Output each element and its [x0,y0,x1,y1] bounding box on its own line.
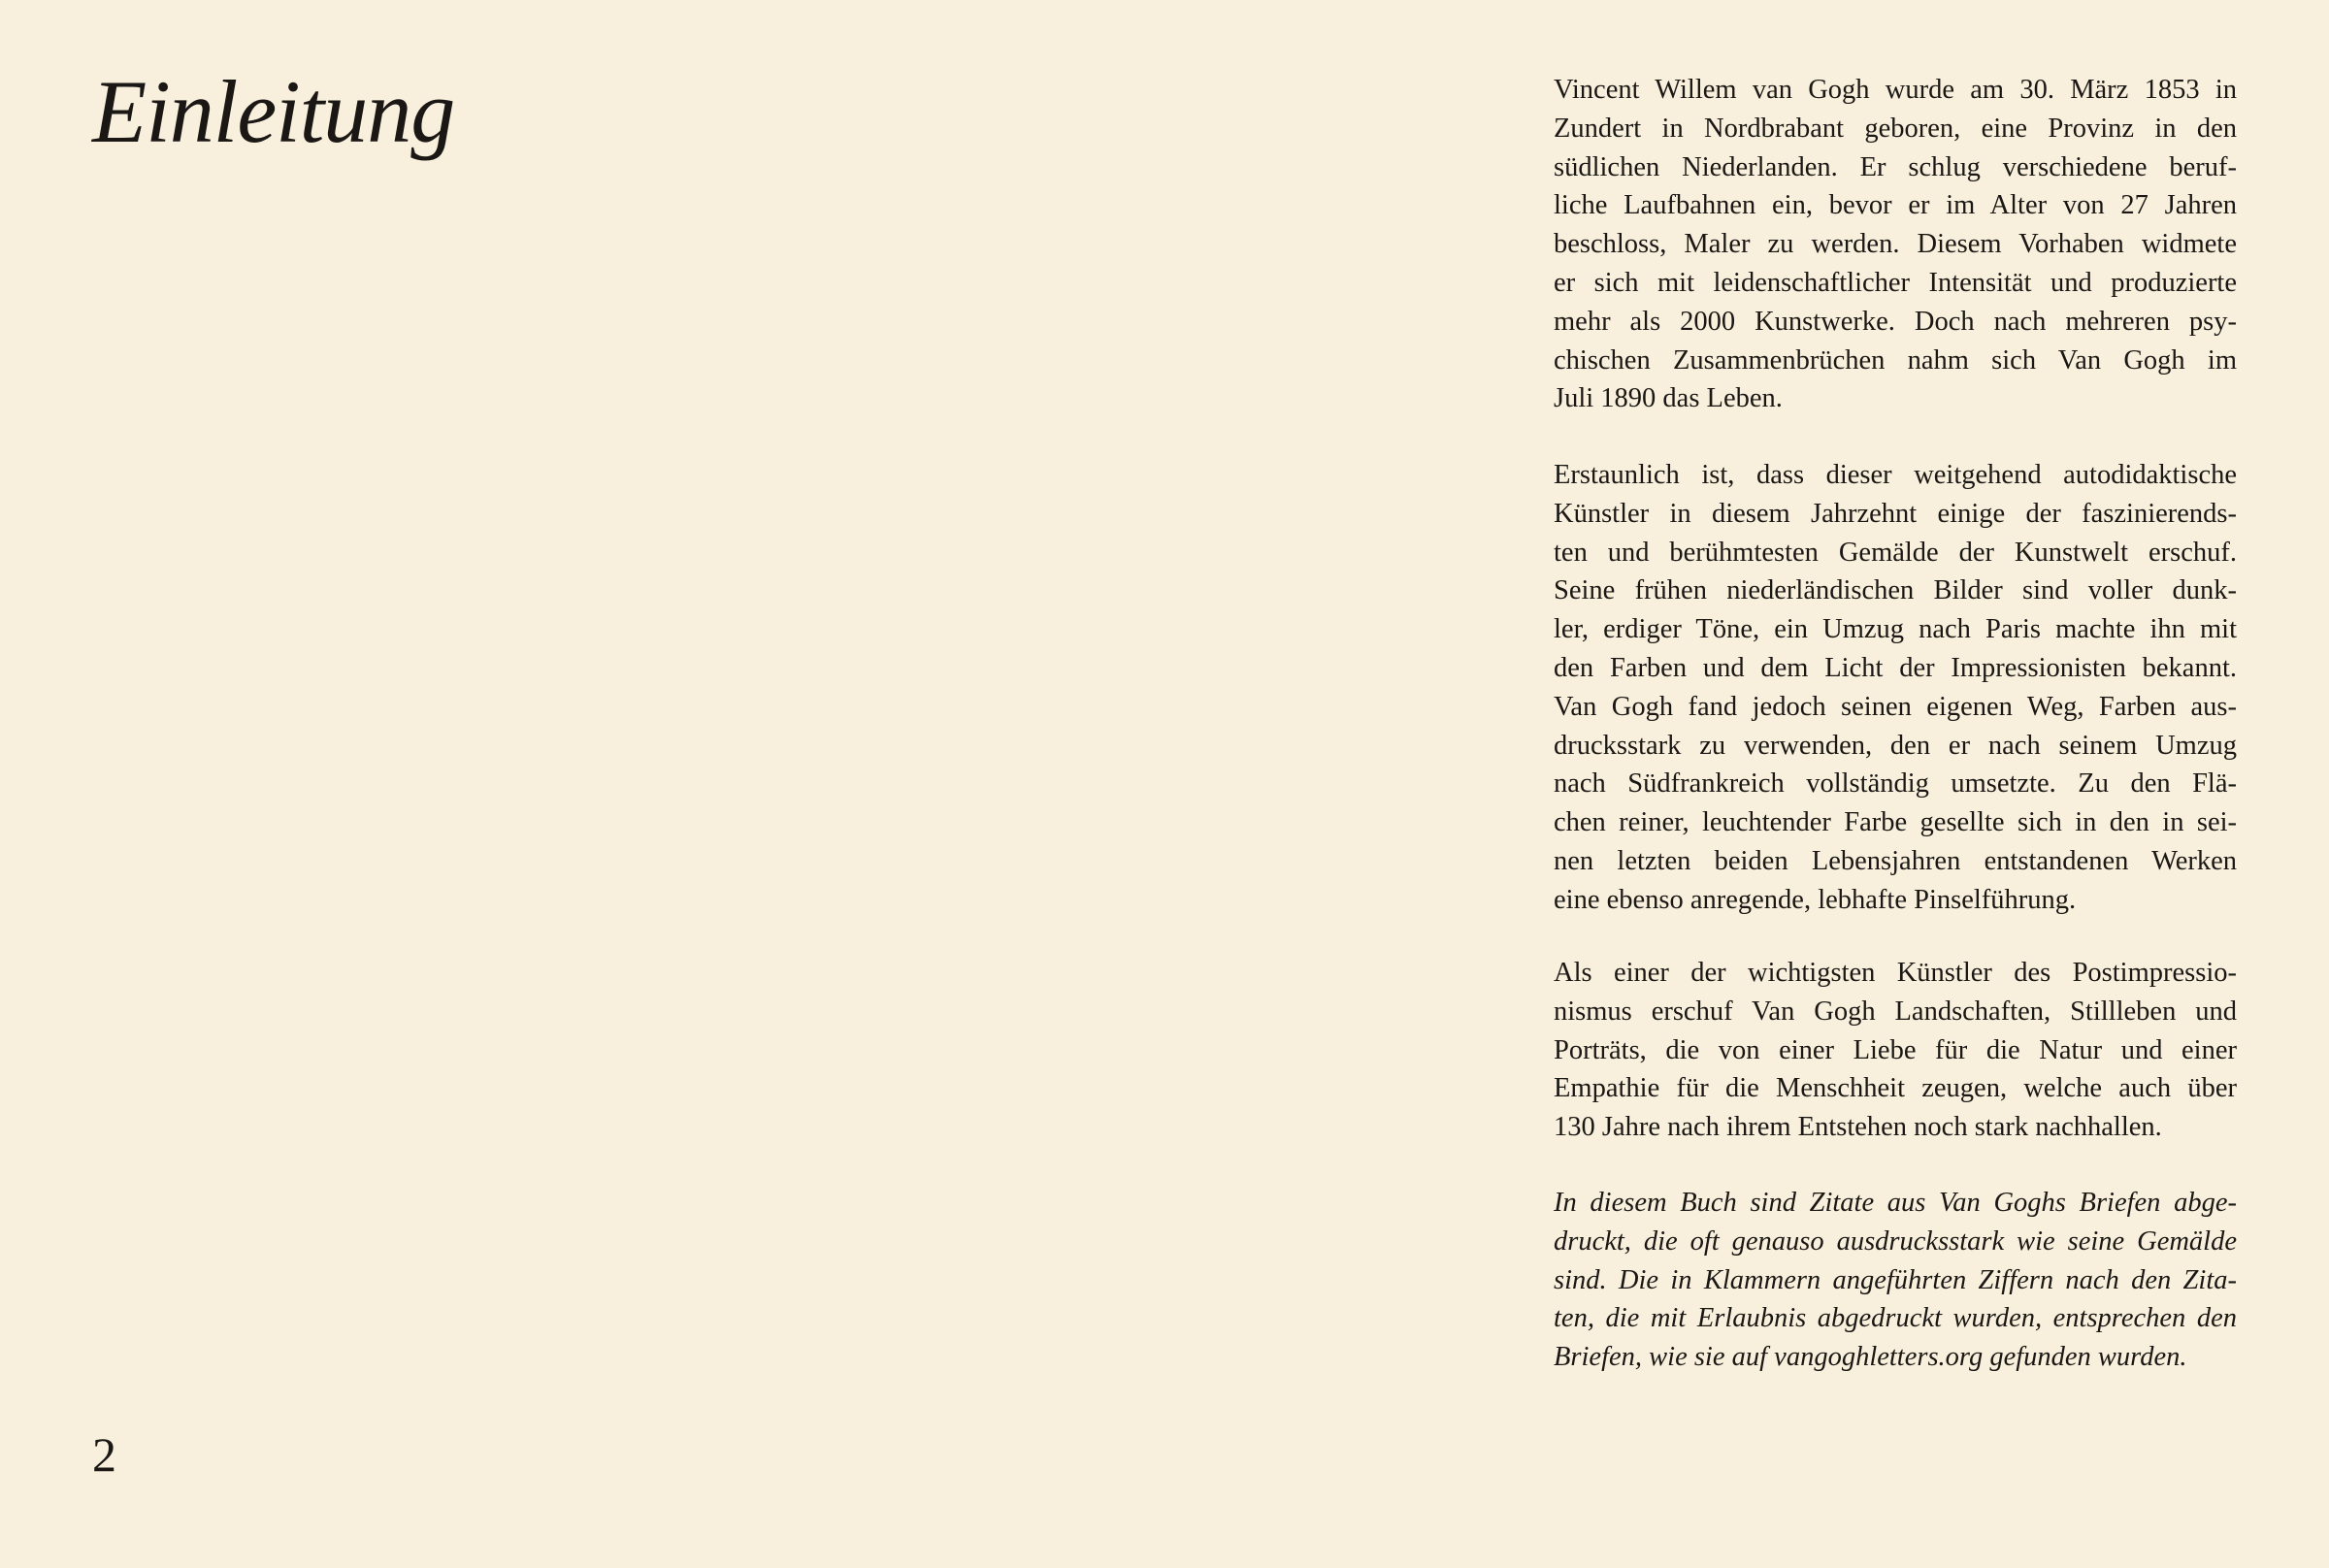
text-line: 130 Jahre nach ihrem Entstehen noch stark nachhallen. [1554,1112,2162,1143]
paragraph-legacy [1554,954,2237,1147]
text-line: chischen Zusammenbrüchen nahm sich Van Gogh im [1554,344,2237,376]
text-line: Juli 1890 das Leben. [1554,383,1783,414]
text-line: Zundert in Nordbrabant geboren, eine Provinz in den [1554,113,2237,144]
text-line: sind. Die in Klammern angeführten Ziffern nach den Zita- [1554,1264,2237,1295]
text-line: Seine frühen niederländischen Bilder sind voller dunk- [1554,575,2237,606]
text-line: druckt, die oft genauso ausdrucksstark wie seine Gemälde [1554,1225,2237,1257]
page-number: 2 [92,1427,116,1482]
text-line: Vincent Willem van Gogh wurde am 30. März 1853 in [1554,75,2237,105]
text-line: ler, erdiger Töne, ein Umzug nach Paris machte ihn mit [1554,614,2237,645]
text-line: südlichen Niederlanden. Er schlug verschiedene beruf- [1554,151,2237,182]
text-line: Briefen, wie sie auf vangoghletters.org gefunden wurden. [1554,1342,2187,1373]
text-line: nismus erschuf Van Gogh Landschaften, Stillleben und [1554,996,2237,1027]
text-line: Van Gogh fand jedoch seinen eigenen Weg, Farben aus- [1554,691,2237,722]
text-line: nen letzten beiden Lebensjahren entstandenen Werken [1554,845,2237,876]
text-line: den Farben und dem Licht der Impressionisten bekannt. [1554,652,2237,683]
text-line: Erstaunlich ist, dass dieser weitgehend autodidaktische [1554,460,2237,490]
paragraph-letters-note [1554,1184,2237,1377]
page-title: Einleitung [92,62,455,161]
text-line: In diesem Buch sind Zitate aus Van Goghs Briefen abge- [1554,1188,2237,1218]
text-line: mehr als 2000 Kunstwerke. Doch nach mehreren psy- [1554,306,2237,337]
text-line: drucksstark zu verwenden, den er nach seinem Umzug [1554,730,2237,761]
text-line: Empathie für die Menschheit zeugen, welche auch über [1554,1073,2237,1104]
text-line: Als einer der wichtigsten Künstler des Postimpressio- [1554,958,2237,988]
text-line: ten, die mit Erlaubnis abgedruckt wurden, entsprechen den [1554,1303,2237,1334]
text-line: nach Südfrankreich vollständig umsetzte. Zu den Flä- [1554,768,2237,800]
text-line: Künstler in diesem Jahrzehnt einige der faszinierends- [1554,498,2237,529]
text-line: eine ebenso anregende, lebhafte Pinselführung. [1554,884,2077,915]
paragraph-biography [1554,71,2237,418]
text-line: er sich mit leidenschaftlicher Intensität und produzierte [1554,267,2237,298]
text-line: chen reiner, leuchtender Farbe gesellte sich in den in sei- [1554,807,2237,838]
text-line: liche Laufbahnen ein, bevor er im Alter von 27 Jahren [1554,190,2237,221]
paragraph-artistic-development [1554,456,2237,920]
text-line: beschloss, Maler zu werden. Diesem Vorhaben widmete [1554,229,2237,260]
text-line: ten und berühmtesten Gemälde der Kunstwelt erschuf. [1554,537,2237,568]
text-line: Porträts, die von einer Liebe für die Natur und einer [1554,1034,2237,1065]
